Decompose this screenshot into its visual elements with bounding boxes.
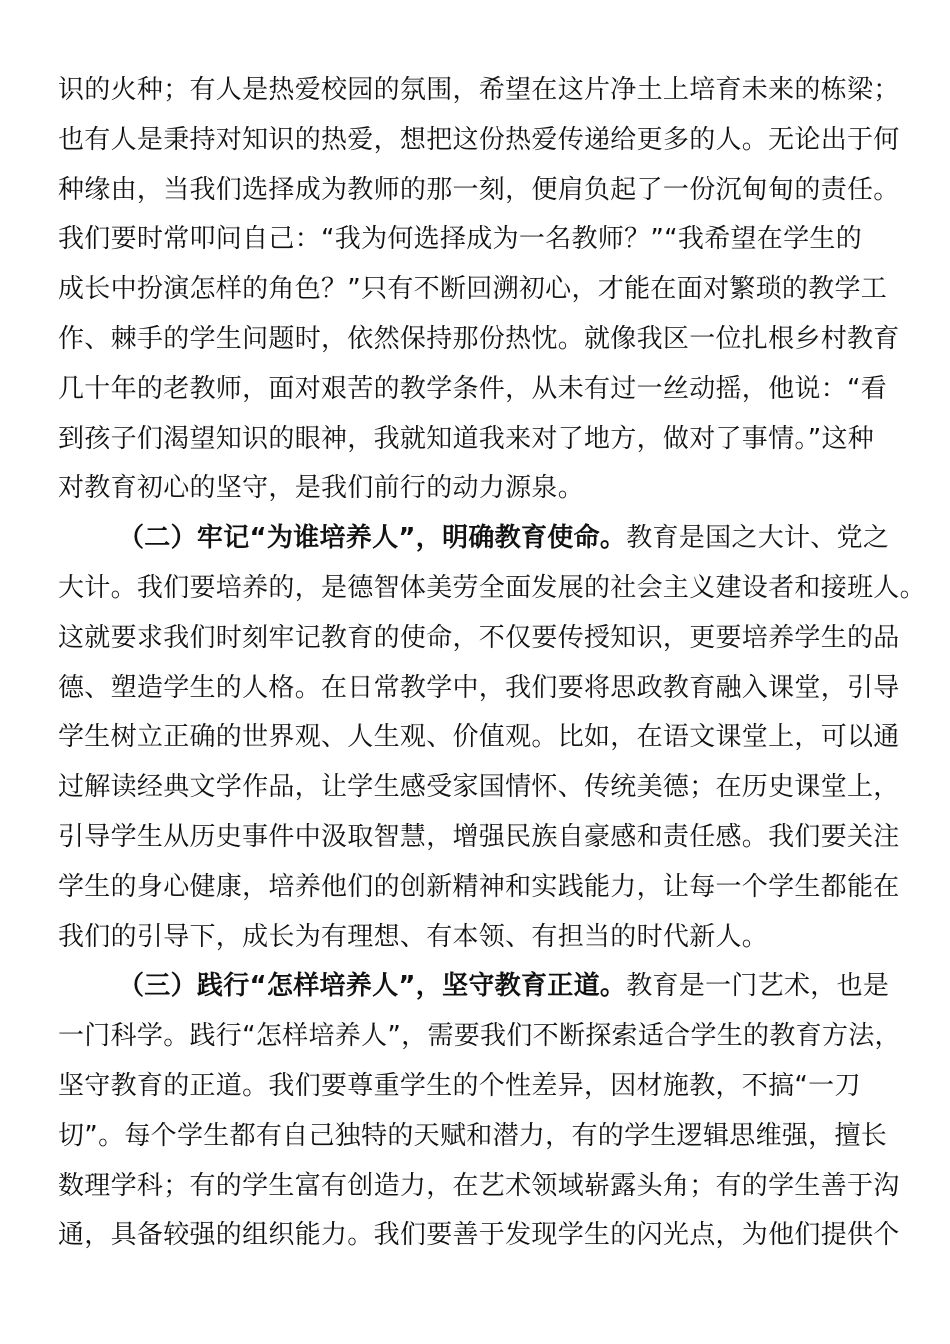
paragraph-line: 几十年的老教师，面对艰苦的教学条件，从未有过一丝动摇，他说：“看 (58, 373, 888, 404)
section-2-heading: （二）牢记“为谁培养人”，明确教育使命。 (118, 523, 627, 554)
paragraph-line: 作、棘手的学生问题时，依然保持那份热忱。就像我区一位扎根乡村教育 (58, 323, 900, 354)
paragraph-line: 成长中扮演怎样的角色？”只有不断回溯初心，才能在面对繁琐的教学工 (58, 274, 888, 305)
paragraph-line: 对教育初心的坚守，是我们前行的动力源泉。 (58, 473, 585, 504)
section-3-lead-text: 教育是一门艺术，也是 (626, 971, 890, 1002)
paragraph-line: 也有人是秉持对知识的热爱，想把这份热爱传递给更多的人。无论出于何 (58, 124, 900, 155)
paragraph-line: 识的火种；有人是热爱校园的氛围，希望在这片净土上培育未来的栋梁； (58, 75, 900, 105)
paragraph-line: 我们要时常叩问自己：“我为何选择成为一名教师？”“我希望在学生的 (58, 224, 863, 255)
paragraph-line: 学生的身心健康，培养他们的创新精神和实践能力，让每一个学生都能在 (58, 871, 900, 902)
paragraph-line: 大计。我们要培养的，是德智体美劳全面发展的社会主义建设者和接班人。 (58, 572, 926, 603)
paragraph-line: 学生树立正确的世界观、人生观、价值观。比如，在语文课堂上，可以通 (58, 722, 900, 753)
section-3-heading: （三）践行“怎样培养人”，坚守教育正道。 (118, 971, 627, 1002)
paragraph-line: 通，具备较强的组织能力。我们要善于发现学生的闪光点，为他们提供个 (58, 1220, 900, 1251)
paragraph-line: 切”。每个学生都有自己独特的天赋和潜力，有的学生逻辑思维强，擅长 (58, 1120, 888, 1151)
paragraph-line: 种缘由，当我们选择成为教师的那一刻，便肩负起了一份沉甸甸的责任。 (58, 174, 900, 205)
section-3-first-line (58, 962, 898, 1012)
paragraph-line: 我们的引导下，成长为有理想、有本领、有担当的时代新人。 (58, 921, 769, 952)
paragraph-line: 德、塑造学生的人格。在日常教学中，我们要将思政教育融入课堂，引导 (58, 672, 900, 703)
paragraph-line: 过解读经典文学作品，让学生感受家国情怀、传统美德；在历史课堂上， (58, 772, 900, 803)
section-2-first-line (58, 514, 898, 564)
paragraph-line: 这就要求我们时刻牢记教育的使命，不仅要传授知识，更要培养学生的品 (58, 622, 900, 653)
section-2-lead-text: 教育是国之大计、党之 (626, 523, 890, 554)
paragraph-line: 到孩子们渴望知识的眼神，我就知道我来对了地方，做对了事情。”这种 (58, 423, 875, 454)
paragraph-line: 一门科学。践行“怎样培养人”，需要我们不断探索适合学生的教育方法， (58, 1021, 901, 1052)
paragraph-line: 数理学科；有的学生富有创造力，在艺术领域崭露头角；有的学生善于沟 (58, 1170, 900, 1201)
paragraph-line: 坚守教育的正道。我们要尊重学生的个性差异，因材施教，不搞“一刀 (58, 1070, 861, 1101)
body-text (58, 66, 926, 1261)
paragraph-line: 引导学生从历史事件中汲取智慧，增强民族自豪感和责任感。我们要关注 (58, 821, 900, 852)
